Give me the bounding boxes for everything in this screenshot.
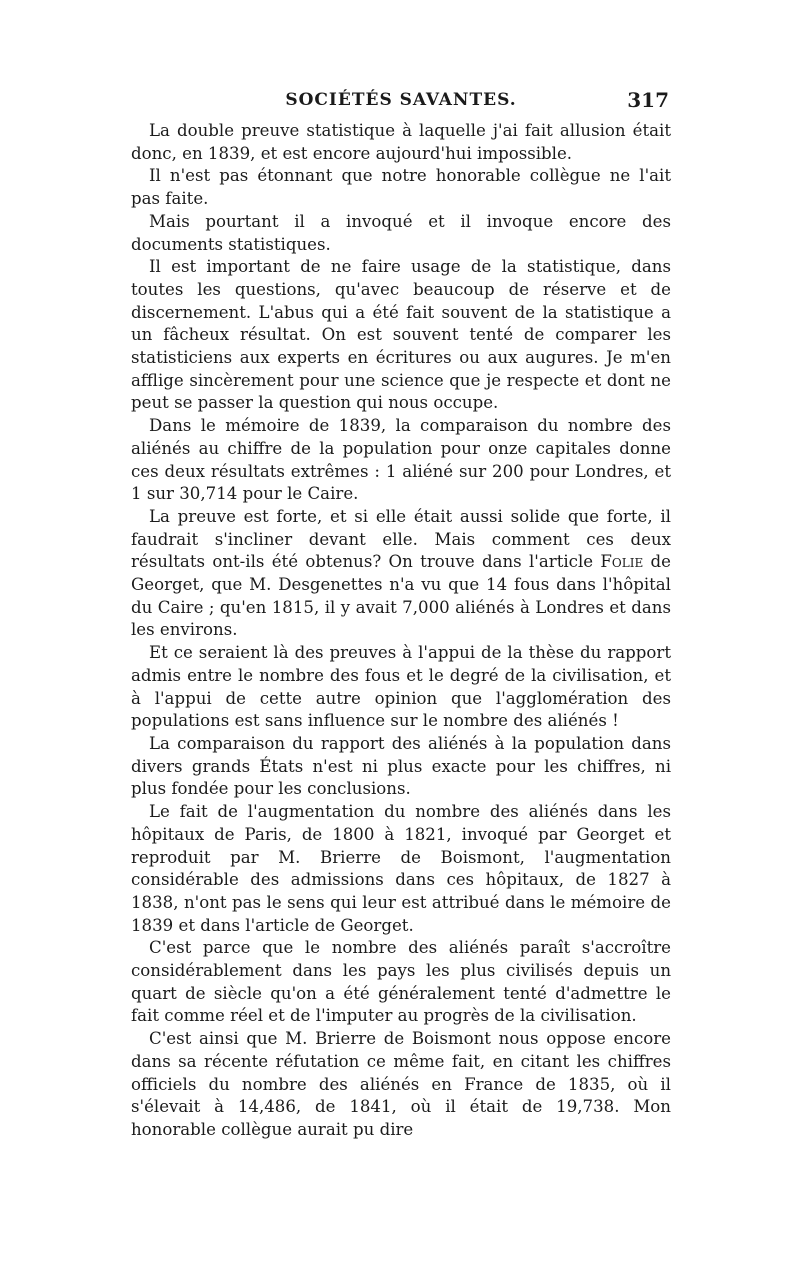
paragraph: Le fait de l'augmentation du nombre des aliénés dans les hôpitaux de Paris, de 1800 à 1821, invoqué par Georget et reproduit par M. Brierre de Boismont, l'augmentation considérable des admissions dans ces hôpitaux, de 1827 à 1838, n'ont pas le sens qui leur est attribué dans le mémoire de 1839 et dans l'article de Georget. (131, 802, 671, 935)
paragraph: Il n'est pas étonnant que notre honorable collègue ne l'ait pas faite. (131, 166, 671, 209)
paragraph: C'est parce que le nombre des aliénés paraît s'accroître considérablement dans les pays les plus civilisés depuis un quart de siècle qu'on a été généralement tenté d'admettre le fait comme réel et de l'imputer au progrès de la civilisation. (131, 938, 671, 1026)
running-title: SOCIÉTÉS SAVANTES. (285, 90, 517, 110)
body-text (131, 120, 671, 1142)
paragraph: Et ce seraient là des preuves à l'appui de la thèse du rapport admis entre le nombre des fous et le degré de la civilisation, et à l'appui de cette autre opinion que l'agglomération des populations est sans influence sur le nombre des aliénés ! (131, 643, 671, 731)
paragraph: C'est ainsi que M. Brierre de Boismont nous oppose encore dans sa récente réfutation ce même fait, en citant les chiffres officiels du nombre des aliénés en France de 1835, où il s'élevait à 14,486, de 1841, où il était de 19,738. Mon honorable collègue aurait pu dire (131, 1029, 671, 1139)
paragraph-text: de Georget, que M. Desgenettes n'a vu que 14 fous dans l'hôpital du Caire ; qu'en 1815, il y avait 7,000 aliénés à Londres et dans les environs. (131, 552, 671, 640)
paragraph-text: La preuve est forte, et si elle était aussi solide que forte, il faudrait s'incliner devant elle. Mais comment ces deux résultats ont-ils été obtenus? On trouve dans l'article (131, 506, 671, 572)
paragraph (131, 506, 671, 642)
document-page (131, 86, 671, 1142)
page-number: 317 (627, 88, 669, 112)
article-title: Folie (600, 552, 644, 572)
page-header (131, 86, 671, 120)
paragraph: La comparaison du rapport des aliénés à la population dans divers grands États n'est ni plus exacte pour les chiffres, ni plus fondée pour les conclusions. (131, 733, 671, 799)
paragraph: Il est important de ne faire usage de la statistique, dans toutes les questions, qu'avec beaucoup de réserve et de discernement. L'abus qui a été fait souvent de la statistique a un fâcheux résultat. On est souvent tenté de comparer les statisticiens aux experts en écritures ou aux augures. Je m'en afflige sincèrement pour une science que je respecte et dont ne peut se passer la question qui nous occupe. (131, 257, 671, 413)
paragraph: Mais pourtant il a invoqué et il invoque encore des documents statistiques. (131, 211, 671, 254)
paragraph: La double preuve statistique à laquelle j'ai fait allusion était donc, en 1839, et est encore aujourd'hui impossible. (131, 121, 671, 163)
paragraph: Dans le mémoire de 1839, la comparaison du nombre des aliénés au chiffre de la population pour onze capitales donne ces deux résultats extrêmes : 1 aliéné sur 200 pour Londres, et 1 sur 30,714 pour le Caire. (131, 416, 671, 504)
